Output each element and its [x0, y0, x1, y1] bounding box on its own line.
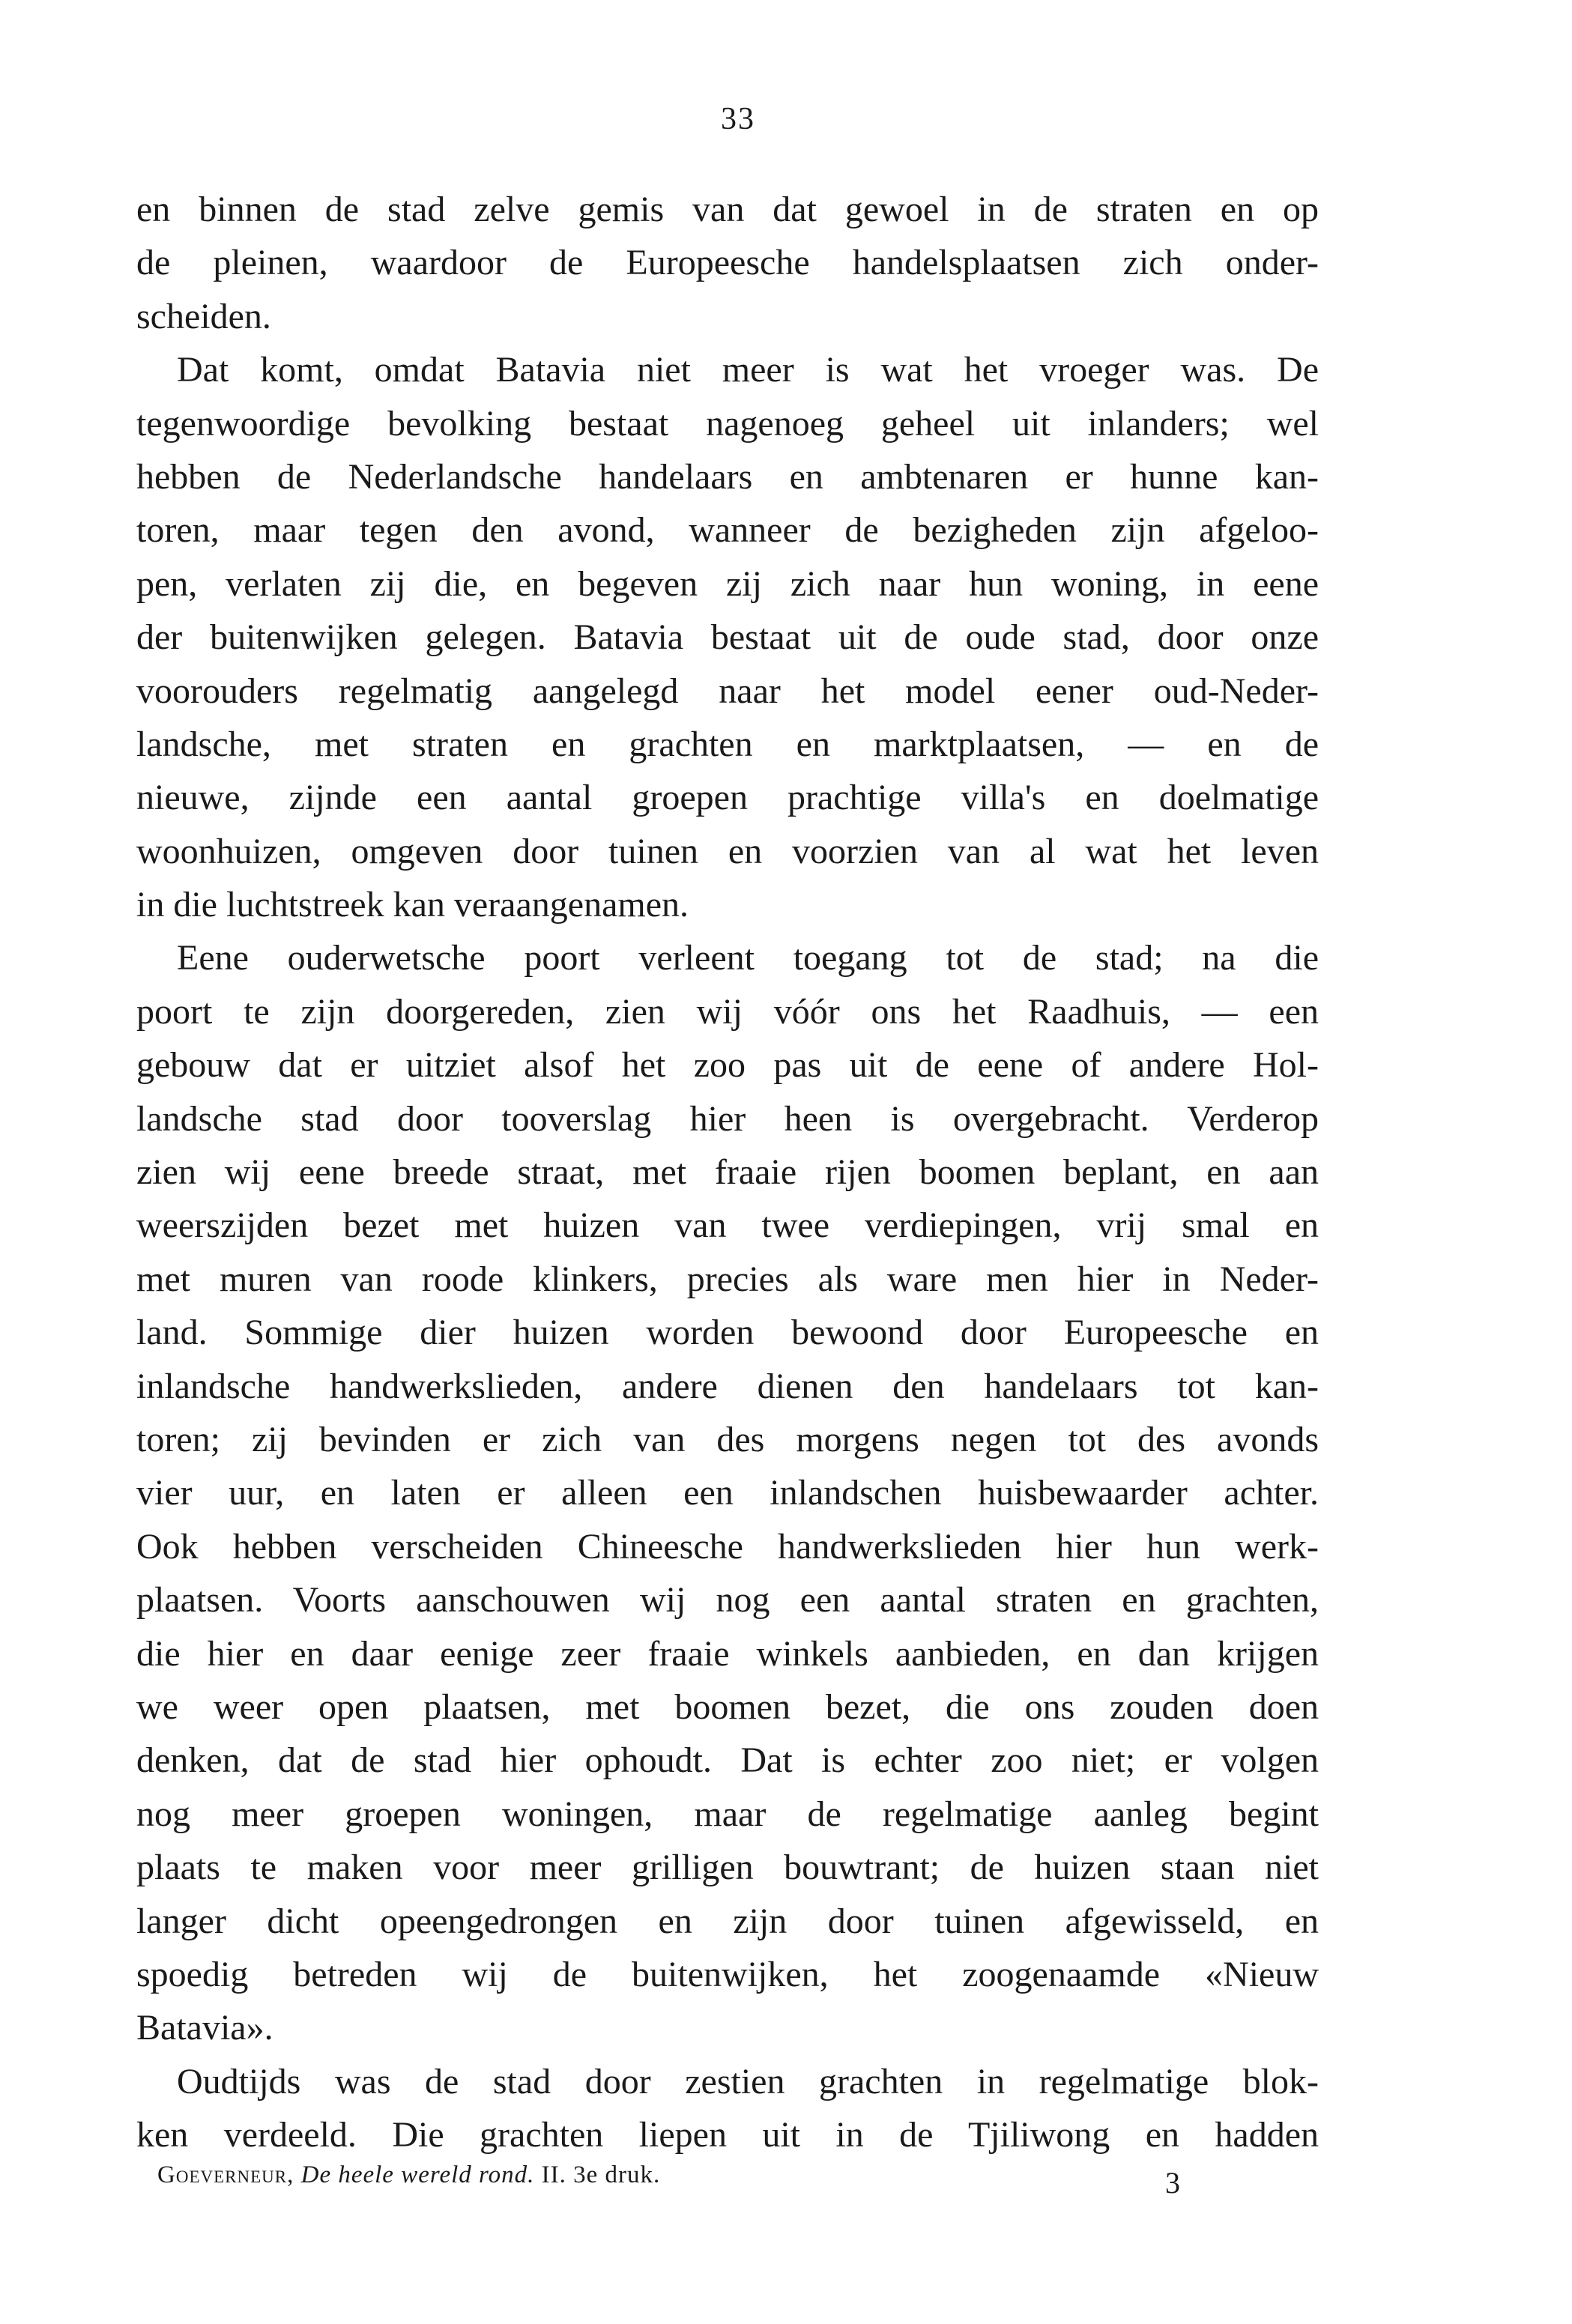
text-line: toren; zij bevinden er zich van des morgens negen tot des avonds [136, 1419, 1319, 1459]
text-line: woonhuizen, omgeven door tuinen en voorzien van al wat het leven [136, 831, 1319, 871]
text-line: Oudtijds was de stad door zestien grachten in regelmatige blok- [177, 2061, 1319, 2101]
text-line: Eene ouderwetsche poort verleent toegang tot de stad; na die [177, 938, 1319, 978]
text-line: in die luchtstreek kan veraangenamen. [136, 885, 689, 925]
page-number: 33 [721, 102, 755, 136]
text-line: der buitenwijken gelegen. Batavia bestaat uit de oude stad, door onze [136, 617, 1319, 658]
text-line: weerszijden bezet met huizen van twee verdiepingen, vrij smal en [136, 1205, 1319, 1246]
text-line: gebouw dat er uitziet alsof het zoo pas uit de eene of andere Hol- [136, 1045, 1319, 1086]
text-line: poort te zijn doorgereden, zien wij vóór ons het Raadhuis, — een [136, 991, 1319, 1032]
text-line: denken, dat de stad hier ophoudt. Dat is echter zoo niet; er volgen [136, 1740, 1319, 1781]
text-line: plaatsen. Voorts aanschouwen wij nog een aantal straten en grachten, [136, 1580, 1319, 1621]
footer-title: De heele wereld rond. [300, 2161, 535, 2188]
footer-edition: II. 3e druk. [541, 2161, 661, 2188]
text-line: we weer open plaatsen, met boomen bezet, die ons zouden doen [136, 1686, 1319, 1727]
text-line: hebben de Nederlandsche handelaars en ambtenaren er hunne kan- [136, 456, 1319, 497]
footer-author: Goeverneur, [157, 2161, 294, 2188]
text-line: scheiden. [136, 296, 271, 336]
text-line: de pleinen, waardoor de Europeesche handelsplaatsen zich onder- [136, 243, 1319, 283]
text-line: landsche stad door tooverslag hier heen is overgebracht. Verderop [136, 1098, 1319, 1139]
footer-imprint [157, 2161, 660, 2189]
text-line: landsche, met straten en grachten en marktplaatsen, — en de [136, 724, 1319, 764]
text-line: inlandsche handwerkslieden, andere dienen den handelaars tot kan- [136, 1366, 1319, 1406]
text-line: toren, maar tegen den avond, wanneer de bezigheden zijn afgeloo- [136, 510, 1319, 551]
text-line: voorouders regelmatig aangelegd naar het model eener oud-Neder- [136, 671, 1319, 711]
text-line: die hier en daar eenige zeer fraaie winkels aanbieden, en dan krijgen [136, 1633, 1319, 1674]
text-line: Batavia». [136, 2008, 273, 2048]
text-line: Ook hebben verscheiden Chineesche handwerkslieden hier hun werk- [136, 1526, 1319, 1567]
text-line: nieuwe, zijnde een aantal groepen prachtige villa's en doelmatige [136, 778, 1319, 818]
text-line: zien wij eene breede straat, met fraaie rijen boomen beplant, en aan [136, 1152, 1319, 1193]
text-line: tegenwoordige bevolking bestaat nagenoeg geheel uit inlanders; wel [136, 403, 1319, 444]
text-line: vier uur, en laten er alleen een inlandschen huisbewaarder achter. [136, 1473, 1319, 1513]
text-line: spoedig betreden wij de buitenwijken, het zoogenaamde «Nieuw [136, 1954, 1319, 1994]
text-line: langer dicht opeengedrongen en zijn door tuinen afgewisseld, en [136, 1901, 1319, 1941]
text-line: pen, verlaten zij die, en begeven zij zich naar hun woning, in eene [136, 563, 1319, 604]
signature-mark: 3 [1165, 2166, 1180, 2200]
text-line: nog meer groepen woningen, maar de regelmatige aanleg begint [136, 1794, 1319, 1834]
body-text [136, 183, 1319, 2161]
text-line: plaats te maken voor meer grilligen bouwtrant; de huizen staan niet [136, 1848, 1319, 1888]
text-line: land. Sommige dier huizen worden bewoond door Europeesche en [136, 1313, 1319, 1353]
text-line: met muren van roode klinkers, precies als ware men hier in Neder- [136, 1259, 1319, 1299]
text-line: en binnen de stad zelve gemis van dat gewoel in de straten en op [136, 190, 1319, 229]
text-line: ken verdeeld. Die grachten liepen uit in de Tjiliwong en hadden [136, 2115, 1319, 2155]
text-line: Dat komt, omdat Batavia niet meer is wat het vroeger was. De [177, 350, 1319, 390]
